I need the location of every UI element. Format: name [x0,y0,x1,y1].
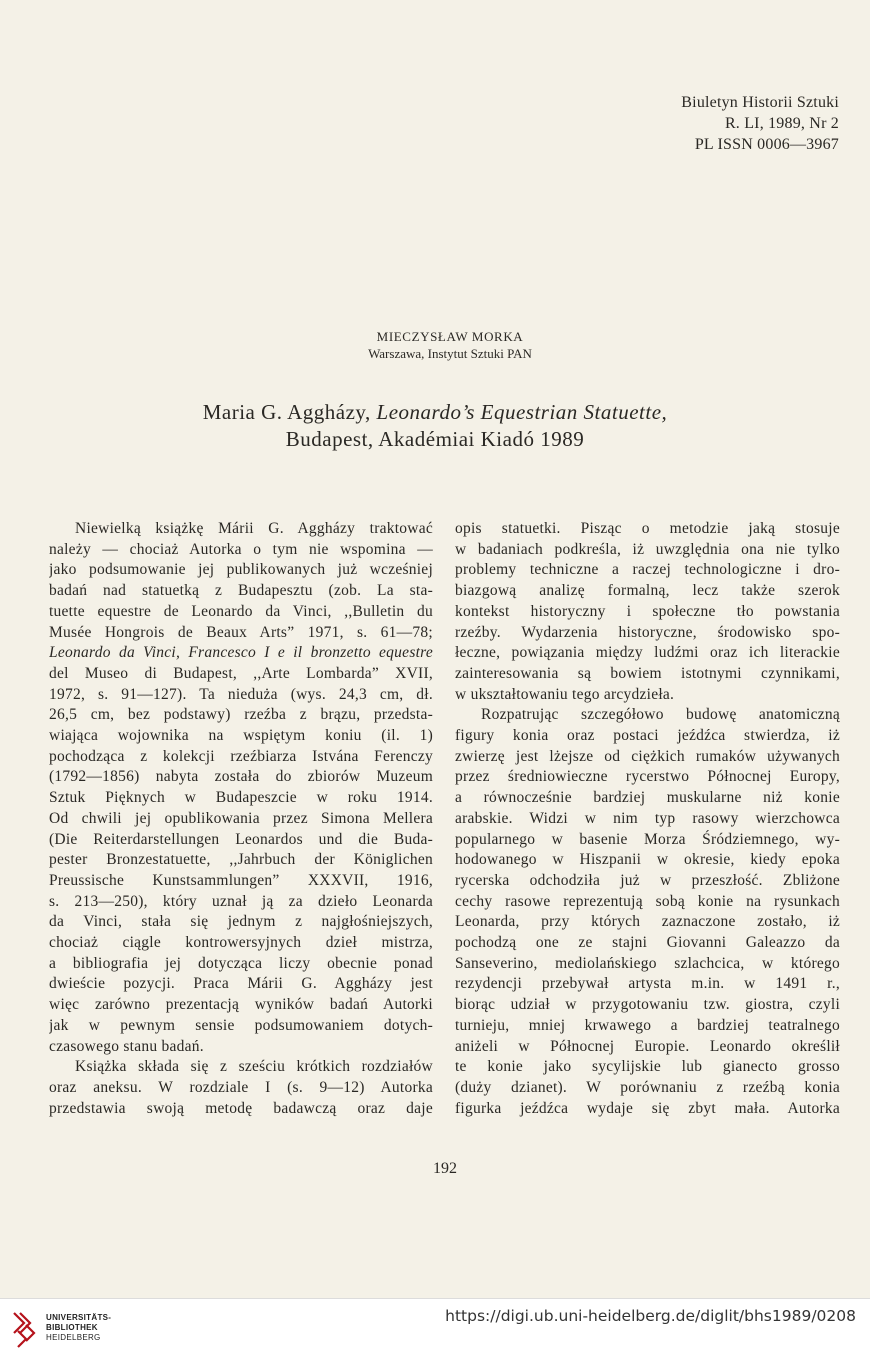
text-line: aniżeli w Północnej Europie. Leonardo określił [455,1037,840,1055]
text-line: oraz aneksu. W rozdziale I (s. 9—12) Autorka [49,1078,433,1096]
university-library-logo-icon[interactable] [10,1309,38,1349]
text-line: rzeźby. Wydarzenia historyczne, środowisko spo- [455,623,840,641]
text-line: s. 213—250), który uznał ją za dzieło Leonarda [49,892,433,910]
text-line: chociaż ciągle kontrowersyjnych dzieł mistrza, [49,934,433,952]
text-line: w badaniach podkreśla, iż uwzględnia ona nie tylko [455,540,840,558]
text-line: rycerska odchodziła już w przeszłość. Zbliżone [455,871,840,889]
journal-header [681,92,839,155]
text-line: jak w pewnym sensie podsumowaniem dotych- [49,1016,433,1034]
title-author: Maria G. Aggházy, [202,400,377,424]
text-line: biorąc udział w przygotowaniu tzw. giostra, czyli [455,996,840,1014]
text-line: da Vinci, stała się jednym z najgłośniejszych, [49,913,433,931]
library-name-line: HEIDELBERG [46,1333,101,1342]
right-column [455,519,840,1119]
text-line: cechy rasowe reprezentują sobą konie na rysunkach [455,892,840,910]
text-line: opis statuetki. Pisząc o metodzie jaką stosuje [455,520,840,537]
left-column [49,519,433,1119]
text-line: figurka jeźdźca wydaje się zbyt mała. Autorka [455,1099,840,1117]
text-line: 1972, s. 91—127). Ta nieduża (wys. 24,3 cm, dł. [49,685,433,703]
text-line: Sztuk Pięknych w Budapeszcie w roku 1914. [49,789,433,807]
text-line: czasowego stanu badań. [49,1037,204,1055]
text-line: jako podsumowanie jej publikowanych już wcześniej [49,561,433,579]
text-line: Sanseverino, mediolańskiego szlachcica, w którego [455,954,840,972]
text-line: Rozpatrując szczegółowo budowę anatomiczną [481,706,840,724]
text-line: Niewielką książkę Márii G. Aggházy traktować [75,520,433,537]
author-block [0,328,870,362]
text-line: Od chwili jej opublikowania przez Simona Mellera [49,809,433,827]
text-line: (1792—1856) nabyta została do zbiorów Muzeum [49,768,433,786]
text-line: więc zarówno prezentacją wyników badań Autorki [49,996,433,1014]
text-line: rezydencji przebywał artysta m.in. w 1491 r., [455,975,840,993]
text-line: zwierzę jest lżejsze od ciężkich rumaków używanych [455,747,840,765]
text-line: przedstawia swoją metodę badawczą oraz daje [49,1099,433,1117]
title-publisher: Budapest, Akadémiai Kiadó 1989 [285,427,585,451]
text-line: 26,5 cm, bez podstawy) rzeźba z brązu, przedsta- [49,706,433,724]
text-line: Leonarda, przy których zaznaczone zostało, iż [455,913,840,931]
journal-volume: R. LI, 1989, Nr 2 [724,115,839,132]
title-book: Leonardo’s Equestrian Statuette, [376,400,668,424]
journal-name: Biuletyn Historii Sztuki [681,94,839,111]
text-line: kontekst historyczny i społeczne tło powstania [455,602,840,620]
text-line: figury konia oraz postaci jeźdźca stwierdza, iż [455,727,840,745]
text-line: przez średniowieczne rycerstwo Północnej Europy, [455,768,840,786]
viewer-footer [0,1298,870,1361]
text-line: tuette equestre de Leonardo da Vinci, ,,Bulletin du [49,602,433,620]
text-line: (duży dzianet). W porównaniu z rzeźbą konia [455,1078,840,1096]
text-line: Leonardo da Vinci, Francesco I e il bronzetto equestre [49,644,433,662]
permalink-url[interactable]: https://digi.ub.uni-heidelberg.de/diglit/bhs1989/0208 [445,1307,856,1325]
text-line: popularnego w basenie Morza Śródziemnego, wy- [455,830,840,848]
text-line: a równocześnie bardziej muskularne niż konie [455,789,840,807]
text-line: pester Bronzestatuette, ,,Jahrbuch der Königlichen [49,851,433,869]
text-line: pochodzą one ze stajni Giovanni Galeazzo da [455,934,840,952]
library-name-line: BIBLIOTHEK [46,1323,98,1332]
text-line: a bibliografia jej dotycząca liczy obecnie ponad [49,954,433,972]
text-line: Preussische Kunstsammlungen” XXXVII, 1916, [49,871,433,889]
review-title [0,399,870,453]
text-line: biazgową analizę formalną, lecz także szerok [455,582,840,600]
text-line: te konie jako sycylijskie lub gianecto grosso [455,1058,840,1076]
text-line: badań nad statuetką z Budapesztu (zob. La sta- [49,582,433,600]
text-line: należy — chociaż Autorka o tym nie wspomina — [49,540,433,558]
text-line: arabskie. Widzi w nim typ rasowy wierzchowca [455,809,840,827]
text-line: problemy techniczne a raczej technologiczne i dro- [455,561,840,579]
text-line: hodowanego w Hiszpanii w okresie, kiedy epoka [455,851,840,869]
text-line: Musée Hongrois de Beaux Arts” 1971, s. 61—78; [49,623,433,641]
text-line: del Museo di Budapest, ,,Arte Lombarda” XVII, [49,664,433,682]
text-line: (Die Reiterdarstellungen Leonardos und die Buda- [49,830,433,848]
text-line: w ukształtowaniu tego arcydzieła. [455,685,675,703]
author-affiliation: Warszawa, Instytut Sztuki PAN [368,346,532,361]
library-name-line: UNIVERSITÄTS- [46,1313,112,1322]
text-line: łeczne, powiązania między ludźmi oraz ich literackie [455,644,840,662]
text-line: pochodząca z kolekcji rzeźbiarza Istvána Ferenczy [49,747,433,765]
author-name: MIECZYSŁAW MORKA [376,329,524,344]
library-name [46,1313,111,1343]
page-number: 192 [433,1160,457,1177]
text-line: turnieju, mniej krwawego a bardziej teatralnego [455,1016,840,1034]
text-line: Książka składa się z sześciu krótkich rozdziałów [75,1058,433,1076]
text-line: dwieście pozycji. Praca Márii G. Aggházy jest [49,975,433,993]
journal-issn: PL ISSN 0006—3967 [694,136,839,153]
text-line: zainteresowania są bowiem istotnymi czynnikami, [455,664,840,682]
text-line: wiająca wojownika na wspiętym koniu (il. 1) [49,727,433,745]
